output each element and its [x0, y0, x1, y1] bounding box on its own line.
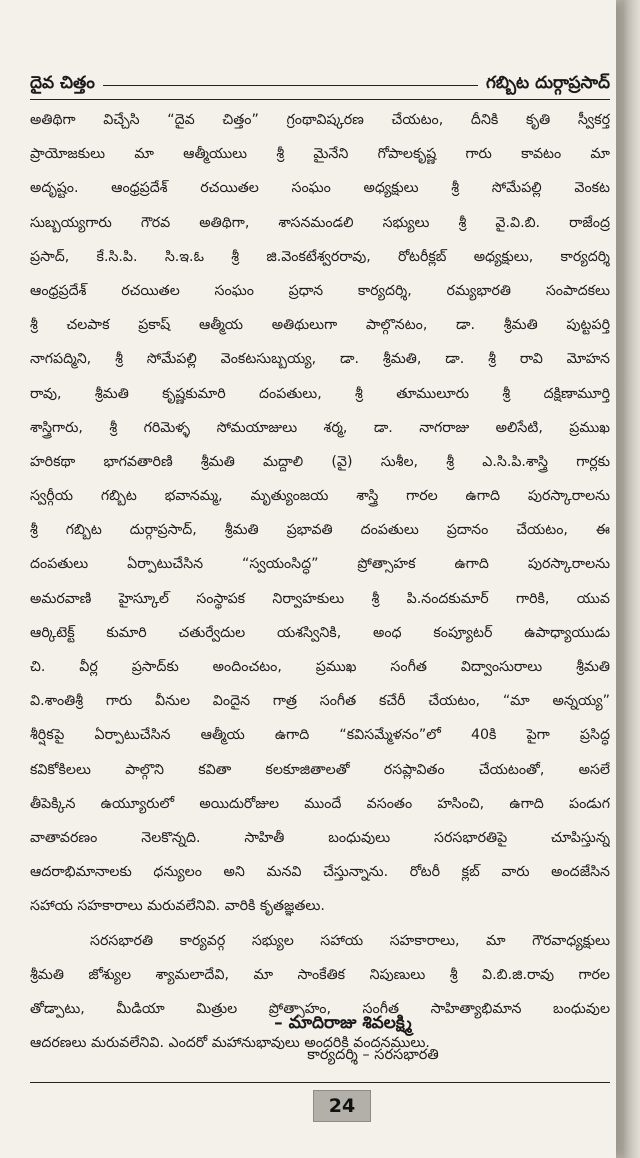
text-line: అదృష్టం. ఆంధ్రప్రదేశ్ రచయితల సంఘం అధ్యక్షులు శ్రీ సోమేపల్లి వెంకట — [30, 180, 610, 197]
signature-role: కార్యదర్శి – సరసభారతి — [307, 1047, 439, 1063]
text-line: అమరవాణి హైస్కూల్ సంస్థాపక నిర్వాహకులు శ్రీ పి.నందకుమార్ గారికి, యువ — [30, 590, 610, 607]
page-number: 24 — [313, 1090, 371, 1122]
text-line: ప్రసాద్, కే.సి.పి. సి.ఇ.ఓ శ్రీ జి.వెంకటేశ్వరరావు, రోటరీక్లబ్ అధ్యక్షులు, కార్యదర్శి — [30, 248, 610, 265]
text-line: దంపతులు ఏర్పాటుచేసిన “స్వయంసిద్ధ” ప్రోత్సాహక ఉగాది పురస్కారాలను — [30, 556, 610, 573]
signature-name: – మాదిరాజు శివలక్ష్మి — [274, 1013, 412, 1033]
body-text — [30, 103, 610, 1060]
running-header — [30, 70, 610, 100]
text-line: ఆర్కిటెక్ట్ కుమారి చతుర్వేదుల యశస్వినికి, అంధ కంప్యూటర్ ఉపాధ్యాయుడు — [30, 624, 610, 641]
text-line: శాస్త్రిగారు, శ్రీ గరిమెళ్ళ సోమయాజులు శర్మ, డా. నాగరాజు అలిసేటి, ప్రముఖ — [30, 419, 610, 436]
header-author: గబ్బిట దుర్గాప్రసాద్ — [485, 73, 610, 93]
text-line: హరికథా భాగవతారిణి శ్రీమతి మద్దాలి (వై) సుశీల, శ్రీ ఎ.సి.పి.శాస్త్రి గార్లకు — [30, 453, 610, 470]
text-line: ఆదరణలు మరువలేనివి. ఎందరో మహానుభావులు అందరికి వందనములు. — [30, 1035, 430, 1052]
header-divider — [103, 85, 478, 86]
text-line: ఆదరాభిమానాలకు ధన్యులం అని మనవి చేస్తున్నాను. రోటరీ క్లబ్ వారు అందజేసిన — [30, 864, 610, 881]
text-line: అతిథిగా విచ్చేసి “దైవ చిత్తం” గ్రంథావిష్కరణ చేయటం, దీనికి కృతి స్వీకర్త — [30, 112, 610, 128]
text-line: సహాయ సహకారాలు మరువలేనివి. వారికి కృతజ్ఞతలు. — [30, 898, 325, 915]
text-line: శీర్షికపై ఏర్పాటుచేసిన ఆత్మీయ ఉగాది “కవిసమ్మేళనం”లో 40కి పైగా ప్రసిద్ధ — [30, 727, 610, 744]
header-rule — [30, 99, 610, 100]
text-line: తీపెక్కిన ఉయ్యూరులో అయిదురోజుల ముందే వసంతం హసించి, ఉగాది పండుగ — [30, 795, 610, 812]
text-line: నాగపద్మిని, శ్రీ సోమేపల్లి వెంకటసుబ్బయ్య, డా. శ్రీమతి, డా. శ్రీ రావి మోహన — [30, 351, 610, 368]
text-line: రావు, శ్రీమతి కృష్ణకుమారి దంపతులు, శ్రీ తూములూరు శ్రీ దక్షిణామూర్తి — [30, 385, 610, 402]
text-line: శ్రీ చలపాక ప్రకాష్ ఆత్మీయ అతిథులుగా పాల్గొనటం, డా. శ్రీమతి పుట్టపర్తి — [30, 317, 610, 334]
text-line: తోడ్పాటు, మీడియా మిత్రుల ప్రోత్సాహం, సంగీత సాహిత్యాభిమాన బంధువుల — [30, 1000, 610, 1017]
text-line: చి. వీర్ల ప్రసాద్‌కు అందించటం, ప్రముఖ సంగీత విద్వాంసురాలు శ్రీమతి — [30, 659, 610, 675]
page-edge-shadow — [612, 0, 640, 1158]
text-line: సరసభారతి కార్యవర్గ సభ్యుల సహాయ సహకారాలు, మా గౌరవాధ్యక్షులు — [90, 932, 610, 949]
text-line: ప్రాయోజకులు మా ఆత్మీయులు శ్రీ మైనేని గోపాలకృష్ణ గారు కావటం మా — [30, 146, 610, 163]
text-line: శ్రీమతి జోశ్యుల శ్యామలాదేవి, మా సాంకేతిక నిపుణులు శ్రీ వి.బి.జి.రావు గారల — [30, 966, 610, 983]
text-line: సుబ్బయ్యగారు గౌరవ అతిథిగా, శాసనమండలి సభ్యులు శ్రీ వై.వి.బి. రాజేంద్ర — [30, 214, 610, 231]
header-book-title: దైవ చిత్తం — [30, 73, 95, 93]
text-line: స్వర్గీయ గబ్బిట భవానమ్మ, మృత్యుంజయ శాస్త్రి గారల ఉగాది పురస్కారాలను — [30, 488, 610, 505]
text-line: శ్రీ గబ్బిట దుర్గాప్రసాద్, శ్రీమతి ప్రభావతి దంపతులు ప్రదానం చేయటం, ఈ — [30, 522, 610, 539]
footer-rule — [30, 1082, 610, 1083]
text-line: ఆంధ్రప్రదేశ్ రచయితల సంఘం ప్రధాన కార్యదర్శి, రమ్యభారతి సంపాదకలు — [30, 282, 610, 299]
text-line: వి.శాంతిశ్రీ గారు వీనుల విందైన గాత్ర సంగీత కచేరీ చేయటం, “మా అన్నయ్య” — [30, 693, 610, 710]
text-line: వాతావరణం నెలకొన్నది. సాహితీ బంధువులు సరసభారతిపై చూపిస్తున్న — [30, 829, 610, 846]
text-line: కవికోకిలలు పాల్గొని కవితా కలకూజితాలతో రసప్లావితం చేయటంతో, అసలే — [30, 761, 610, 778]
